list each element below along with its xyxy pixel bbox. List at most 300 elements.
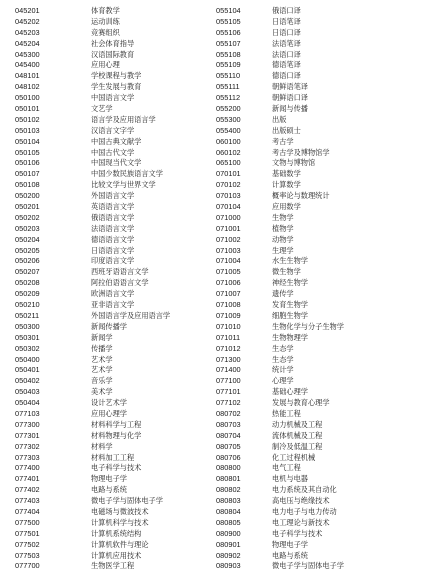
table-row [15,333,215,344]
subject-code: 055109 [216,60,241,70]
table-row [216,507,441,518]
subject-code: 050209 [15,289,40,299]
subject-code: 055108 [216,49,241,59]
subject-code: 050204 [15,234,40,244]
subject-code: 077302 [15,441,40,451]
subject-name: 欧洲语言文学 [91,289,135,299]
table-row [216,115,441,126]
subject-name: 电磁场与微波技术 [91,506,149,516]
subject-name: 中国语言文学 [91,93,135,103]
table-row [216,71,441,82]
subject-code: 055105 [216,16,241,26]
subject-code: 080705 [216,441,241,451]
subject-name: 材料科学与工程 [91,419,142,429]
table-row [15,300,215,311]
subject-code: 050205 [15,245,40,255]
table-row [15,169,215,180]
table-row [216,420,441,431]
subject-name: 电路与系统 [91,485,127,495]
subject-name: 比较文学与世界文学 [91,180,156,190]
subject-name: 发展与教育心理学 [272,398,330,408]
table-row [216,17,441,28]
subject-code: 050202 [15,212,40,222]
table-row [216,442,441,453]
subject-name: 艺术学 [91,354,113,364]
subject-code: 071012 [216,343,241,353]
subject-code: 071007 [216,289,241,299]
table-row [216,169,441,180]
table-row [216,213,441,224]
subject-code: 050403 [15,387,40,397]
table-row [216,93,441,104]
subject-name: 微电子学与固体电子学 [91,496,163,506]
subject-name: 法语口译 [272,49,301,59]
subject-name: 计算数学 [272,180,301,190]
subject-code: 045300 [15,49,40,59]
table-row [15,104,215,115]
subject-code: 050103 [15,125,40,135]
table-row [216,224,441,235]
subject-code: 077301 [15,430,40,440]
table-row [216,246,441,257]
subject-name: 外国语言学及应用语言学 [91,310,171,320]
table-row [15,496,215,507]
subject-code: 077404 [15,506,40,516]
subject-name: 生态学 [272,354,294,364]
subject-name: 英语语言文学 [91,202,135,212]
table-row [15,463,215,474]
subject-code: 055106 [216,27,241,37]
table-row [15,191,215,202]
subject-code: 050211 [15,310,40,320]
subject-name: 学生发展与教育 [91,82,142,92]
subject-code: 050201 [15,202,40,212]
subject-code: 080900 [216,528,241,538]
table-row [216,28,441,39]
table-row [216,431,441,442]
subject-name: 统计学 [272,365,294,375]
subject-code: 050402 [15,376,40,386]
table-row [15,256,215,267]
table-row [15,529,215,540]
table-row [216,82,441,93]
subject-code: 080801 [216,474,241,484]
subject-code: 050400 [15,354,40,364]
table-row [15,148,215,159]
subject-code: 077500 [15,517,40,527]
subject-code: 071010 [216,321,241,331]
subject-name: 日语口译 [272,27,301,37]
subject-code: 080702 [216,408,241,418]
subject-code: 080805 [216,517,241,527]
subject-name: 考古学 [272,136,294,146]
subject-name: 中国古典文献学 [91,136,142,146]
subject-name: 水生生物学 [272,256,308,266]
subject-code: 071001 [216,223,241,233]
table-row [216,202,441,213]
subject-name: 流体机械及工程 [272,430,323,440]
table-row [216,474,441,485]
subject-code: 070101 [216,169,241,179]
subject-code: 050203 [15,223,40,233]
table-row [216,50,441,61]
subject-name: 德语口译 [272,71,301,81]
subject-name: 物理电子学 [272,539,308,549]
subject-name: 化工过程机械 [272,452,316,462]
subject-name: 电子科学与技术 [91,463,142,473]
table-row [15,71,215,82]
subject-name: 材料物理与化学 [91,430,142,440]
table-row [15,267,215,278]
subject-name: 印度语言文学 [91,256,135,266]
table-row [216,333,441,344]
table-row [15,551,215,562]
subject-name: 制冷及低温工程 [272,441,323,451]
subject-name: 生物物理学 [272,332,308,342]
subject-code: 050101 [15,104,40,114]
table-row [15,213,215,224]
table-row [216,344,441,355]
table-row [216,39,441,50]
subject-code: 050200 [15,191,40,201]
subject-code: 071005 [216,267,241,277]
table-row [216,311,441,322]
table-row [216,278,441,289]
subject-name: 高电压与绝缘技术 [272,496,330,506]
table-row [15,507,215,518]
table-row [216,104,441,115]
table-row [15,224,215,235]
table-row [216,540,441,551]
table-row [216,137,441,148]
table-row [15,289,215,300]
subject-name: 新闻学 [91,332,113,342]
subject-name: 电子科学与技术 [272,528,323,538]
table-row [15,202,215,213]
subject-code: 050100 [15,93,40,103]
subject-name: 电工理论与新技术 [272,517,330,527]
table-row [15,246,215,257]
table-row [216,463,441,474]
subject-code: 055300 [216,114,241,124]
subject-name: 动力机械及工程 [272,419,323,429]
table-row [15,474,215,485]
table-row [15,420,215,431]
subject-code: 077103 [15,408,40,418]
subject-name: 概率论与数理统计 [272,191,330,201]
subject-code: 045203 [15,27,40,37]
subject-name: 俄语口译 [272,6,301,15]
subject-code: 050207 [15,267,40,277]
subject-code: 077700 [15,561,40,571]
subject-code: 045400 [15,60,40,70]
subject-name: 心理学 [272,376,294,386]
subject-code: 045204 [15,38,40,48]
subject-name: 西班牙语语言文学 [91,267,149,277]
subject-name: 新闻与传播 [272,104,308,114]
table-row [15,137,215,148]
subject-code: 050108 [15,180,40,190]
subject-name: 生物医学工程 [91,561,135,571]
subject-code: 050107 [15,169,40,179]
subject-name: 考古学及博物馆学 [272,147,330,157]
table-row [216,398,441,409]
subject-name: 德语语言文学 [91,234,135,244]
table-row [15,50,215,61]
subject-code: 077303 [15,452,40,462]
subject-name: 德语笔译 [272,60,301,70]
subject-code: 055110 [216,71,241,81]
subject-name: 出版硕士 [272,125,301,135]
subject-name: 发育生物学 [272,300,308,310]
subject-name: 亚非语言文学 [91,300,135,310]
subject-name: 微电子学与固体电子学 [272,561,344,571]
table-row [216,300,441,311]
subject-code: 048102 [15,82,40,92]
table-row [15,115,215,126]
subject-code: 071400 [216,365,241,375]
subject-name: 法语笔译 [272,38,301,48]
subject-name: 阿拉伯语语言文学 [91,278,149,288]
subject-code: 050208 [15,278,40,288]
subject-name: 日语笔译 [272,16,301,26]
table-row [216,365,441,376]
table-row [15,540,215,551]
table-row [216,6,441,17]
subject-code: 080902 [216,550,241,560]
table-row [15,39,215,50]
subject-code: 055112 [216,93,241,103]
subject-code: 060102 [216,147,241,157]
subject-name: 材料加工工程 [91,452,135,462]
subject-code: 077501 [15,528,40,538]
table-row [15,60,215,71]
subject-code: 071002 [216,234,241,244]
subject-code: 050106 [15,158,40,168]
subject-name: 汉语言文字学 [91,125,135,135]
table-row [15,344,215,355]
subject-code: 080704 [216,430,241,440]
subject-code: 080706 [216,452,241,462]
table-row [216,485,441,496]
table-row [15,82,215,93]
table-row [216,529,441,540]
subject-name: 音乐学 [91,376,113,386]
subject-name: 电路与系统 [272,550,308,560]
table-row [216,409,441,420]
subject-name: 电机与电器 [272,474,308,484]
table-row [216,180,441,191]
subject-code: 080901 [216,539,241,549]
subject-code: 071008 [216,300,241,310]
subject-code: 071000 [216,212,241,222]
table-row [15,431,215,442]
table-row [216,191,441,202]
table-row [15,355,215,366]
table-row [216,376,441,387]
subject-code: 050302 [15,343,40,353]
subject-name: 艺术学 [91,365,113,375]
table-row [216,387,441,398]
table-row [15,561,215,572]
subject-code: 080804 [216,506,241,516]
subject-code: 060100 [216,136,241,146]
table-row [15,365,215,376]
subject-code: 055111 [216,82,240,92]
subject-name: 基础心理学 [272,387,308,397]
table-row [216,158,441,169]
subject-name: 物理电子学 [91,474,127,484]
table-row [216,289,441,300]
table-row [15,126,215,137]
subject-name: 学校课程与教学 [91,71,142,81]
subject-code: 055400 [216,125,241,135]
subject-name: 生物化学与分子生物学 [272,321,344,331]
subject-name: 美术学 [91,387,113,397]
table-row [216,235,441,246]
subject-name: 体育教学 [91,6,120,15]
table-row [216,60,441,71]
subject-code: 077403 [15,496,40,506]
table-row [15,322,215,333]
table-row [216,453,441,464]
subject-name: 朝鲜语口译 [272,93,308,103]
subject-name: 应用心理学 [91,408,127,418]
subject-code: 071009 [216,310,241,320]
subject-code: 050206 [15,256,40,266]
subject-code: 071011 [216,332,241,342]
subject-name: 汉语国际教育 [91,49,135,59]
subject-name: 传播学 [91,343,113,353]
subject-code: 080802 [216,485,241,495]
subject-name: 生物学 [272,212,294,222]
subject-name: 运动训练 [91,16,120,26]
subject-name: 文艺学 [91,104,113,114]
subject-name: 设计艺术学 [91,398,127,408]
subject-code: 077401 [15,474,40,484]
subject-name: 微生物学 [272,267,301,277]
subject-name: 俄语语言文学 [91,212,135,222]
subject-code: 050404 [15,398,40,408]
subject-name: 应用心理 [91,60,120,70]
subject-code: 050102 [15,114,40,124]
subject-code: 070102 [216,180,241,190]
table-row [15,398,215,409]
table-row [15,311,215,322]
subject-code: 050210 [15,300,40,310]
table-row [15,518,215,529]
subject-name: 日语语言文学 [91,245,135,255]
subject-name: 社会体育指导 [91,38,135,48]
table-row [15,376,215,387]
subject-name: 语言学及应用语言学 [91,114,156,124]
subject-code: 077400 [15,463,40,473]
table-row [216,148,441,159]
subject-code: 077402 [15,485,40,495]
subject-code: 065100 [216,158,241,168]
subject-code: 055200 [216,104,241,114]
table-row [216,126,441,137]
table-row [15,17,215,28]
subject-code: 071004 [216,256,241,266]
subject-name: 热能工程 [272,408,301,418]
subject-name: 计算机科学与技术 [91,517,149,527]
table-row [15,453,215,464]
subject-name: 动物学 [272,234,294,244]
subject-name: 遗传学 [272,289,294,299]
subject-code: 050104 [15,136,40,146]
table-row [15,235,215,246]
subject-code: 055107 [216,38,241,48]
table-row [15,6,215,17]
subject-code: 070103 [216,191,241,201]
subject-code: 080903 [216,561,241,571]
subject-code: 045201 [15,6,40,15]
subject-code: 070104 [216,202,241,212]
subject-name: 计算机软件与理论 [91,539,149,549]
table-row [216,355,441,366]
subject-name: 基础数学 [272,169,301,179]
table-row [216,551,441,562]
table-row [15,93,215,104]
subject-code: 071006 [216,278,241,288]
subject-name: 应用数学 [272,202,301,212]
subject-code: 055104 [216,6,241,15]
table-row [15,180,215,191]
subject-name: 计算机应用技术 [91,550,142,560]
subject-code: 080800 [216,463,241,473]
subject-name: 生态学 [272,343,294,353]
subject-name: 新闻传播学 [91,321,127,331]
subject-name: 神经生物学 [272,278,308,288]
subject-name: 中国少数民族语言文学 [91,169,163,179]
subject-name: 外国语言文学 [91,191,135,201]
table-row [15,485,215,496]
table-row [15,158,215,169]
subject-name: 植物学 [272,223,294,233]
subject-name: 竞赛组织 [91,27,120,37]
table-row [15,28,215,39]
subject-code: 077101 [216,387,241,397]
subject-code: 077100 [216,376,241,386]
table-row [15,278,215,289]
subject-name: 电气工程 [272,463,301,473]
subject-name: 电力电子与电力传动 [272,506,337,516]
subject-code: 077300 [15,419,40,429]
subject-code: 077503 [15,550,40,560]
subject-name: 中国古代文学 [91,147,135,157]
left-column [15,6,215,572]
subject-name: 计算机系统结构 [91,528,142,538]
subject-code: 050301 [15,332,40,342]
subject-name: 文物与博物馆 [272,158,316,168]
table-row [15,442,215,453]
subject-code: 050401 [15,365,40,375]
subject-name: 朝鲜语笔译 [272,82,308,92]
subject-name: 出版 [272,114,287,124]
table-row [216,561,441,572]
table-row [15,409,215,420]
subject-name: 细胞生物学 [272,310,308,320]
subject-code: 077502 [15,539,40,549]
table-row [216,267,441,278]
subject-code: 071003 [216,245,241,255]
subject-code: 077102 [216,398,241,408]
subject-name: 电力系统及其自动化 [272,485,337,495]
subject-code: 048101 [15,71,40,81]
table-row [216,322,441,333]
subject-name: 法语语言文学 [91,223,135,233]
